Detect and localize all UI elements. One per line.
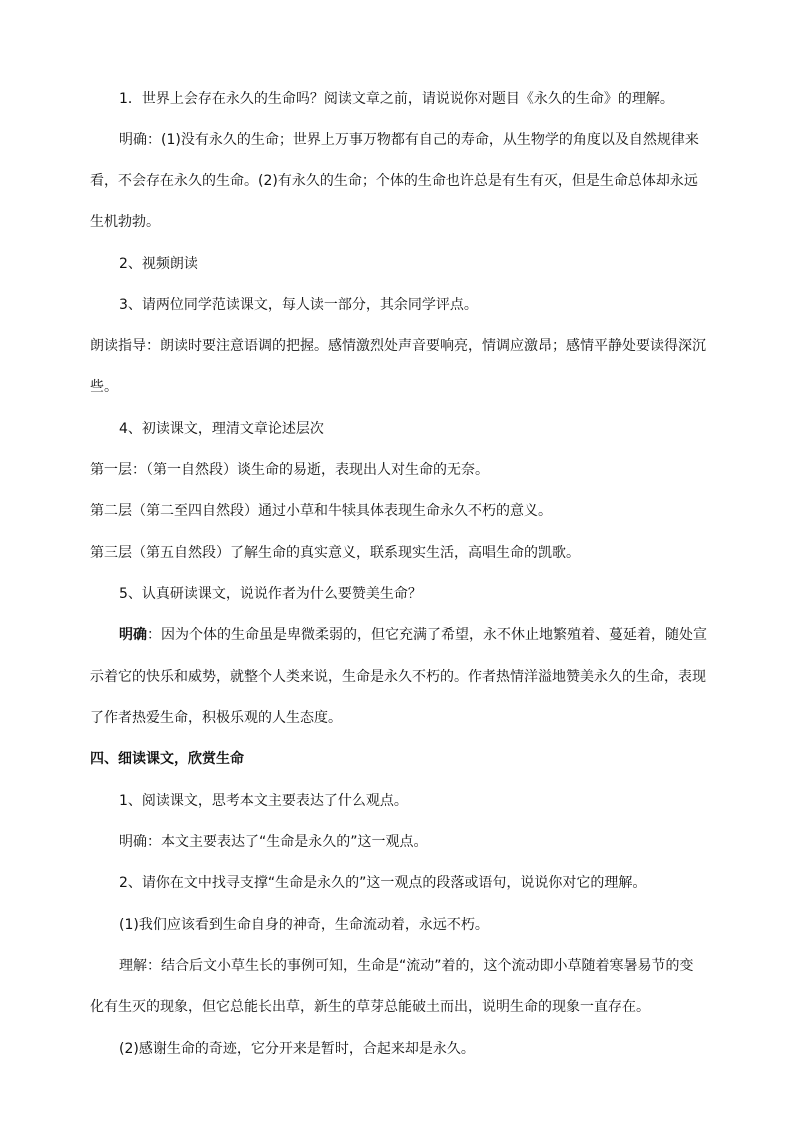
layer-3: 第三层（第五自然段）了解生命的真实意义，联系现实生活，高唱生命的凯歌。	[90, 545, 580, 561]
layer-1: 第一层：（第一自然段）谈生命的易逝，表现出人对生命的无奈。	[90, 462, 489, 478]
read-question-1: 1、阅读课文，思考本文主要表达了什么观点。	[119, 793, 408, 809]
question-1: 1．世界上会存在永久的生命吗？阅读文章之前，请说说你对题目《永久的生命》的理解。	[119, 91, 674, 107]
answer-5-line-1	[119, 625, 707, 645]
heading-section-four: 四、细读课文，欣赏生命	[90, 751, 244, 767]
point-2: (2)感谢生命的奇迹，它分开来是暂时，合起来却是永久。	[119, 1041, 475, 1057]
section-2-video-reading: 2、视频朗读	[119, 256, 198, 272]
answer-5-line-3: 了作者热爱生命，积极乐观的人生态度。	[90, 710, 342, 726]
read-question-2: 2、请你在文中找寻支撑“生命是永久的”这一观点的段落或语句，说说你对它的理解。	[119, 875, 647, 891]
answer-5-line-2: 示着它的快乐和威势，就整个人类来说，生命是永久不朽的。作者热情洋溢地赞美永久的生命，表现	[90, 669, 706, 685]
understanding-1-line-2: 化有生灭的现象，但它总能长出草，新生的草芽总能破土而出，说明生命的现象一直存在。	[90, 999, 650, 1015]
reading-guide-line-1: 朗读指导：朗读时要注意语调的把握。感情激烈处声音要响亮，情调应激昂；感情平静处要读得深沉	[90, 338, 706, 354]
understanding-1-line-1: 理解：结合后文小草生长的事例可知，生命是“流动”着的，这个流动即小草随着寒暑易节的变	[119, 958, 694, 974]
read-answer-1: 明确：本文主要表达了“生命是永久的”这一观点。	[119, 834, 428, 850]
section-4-first-reading: 4、初读课文，理清文章论述层次	[119, 421, 324, 437]
point-1: (1)我们应该看到生命自身的神奇，生命流动着，永远不朽。	[119, 917, 489, 933]
answer-1-line-2: 看，不会存在永久的生命。(2)有永久的生命；个体的生命也许总是有生有灭，但是生命总体却永远	[90, 173, 698, 189]
answer-1-line-3: 生机勃勃。	[90, 214, 160, 230]
layer-2: 第二层（第二至四自然段）通过小草和牛犊具体表现生命永久不朽的意义。	[90, 503, 552, 519]
section-3-model-reading: 3、请两位同学范读课文，每人读一部分，其余同学评点。	[119, 297, 478, 313]
answer-5-text: ：因为个体的生命虽是卑微柔弱的，但它充满了希望，永不休止地繁殖着、蔓延着，随处宣	[147, 627, 707, 643]
reading-guide-line-2: 些。	[90, 379, 118, 395]
answer-5-label: 明确	[119, 627, 147, 643]
section-5-study-reading: 5、认真研读课文，说说作者为什么要赞美生命？	[119, 586, 422, 602]
answer-1-line-1: 明确：(1)没有永久的生命；世界上万事万物都有自己的寿命，从生物学的角度以及自然规律来	[119, 132, 699, 148]
